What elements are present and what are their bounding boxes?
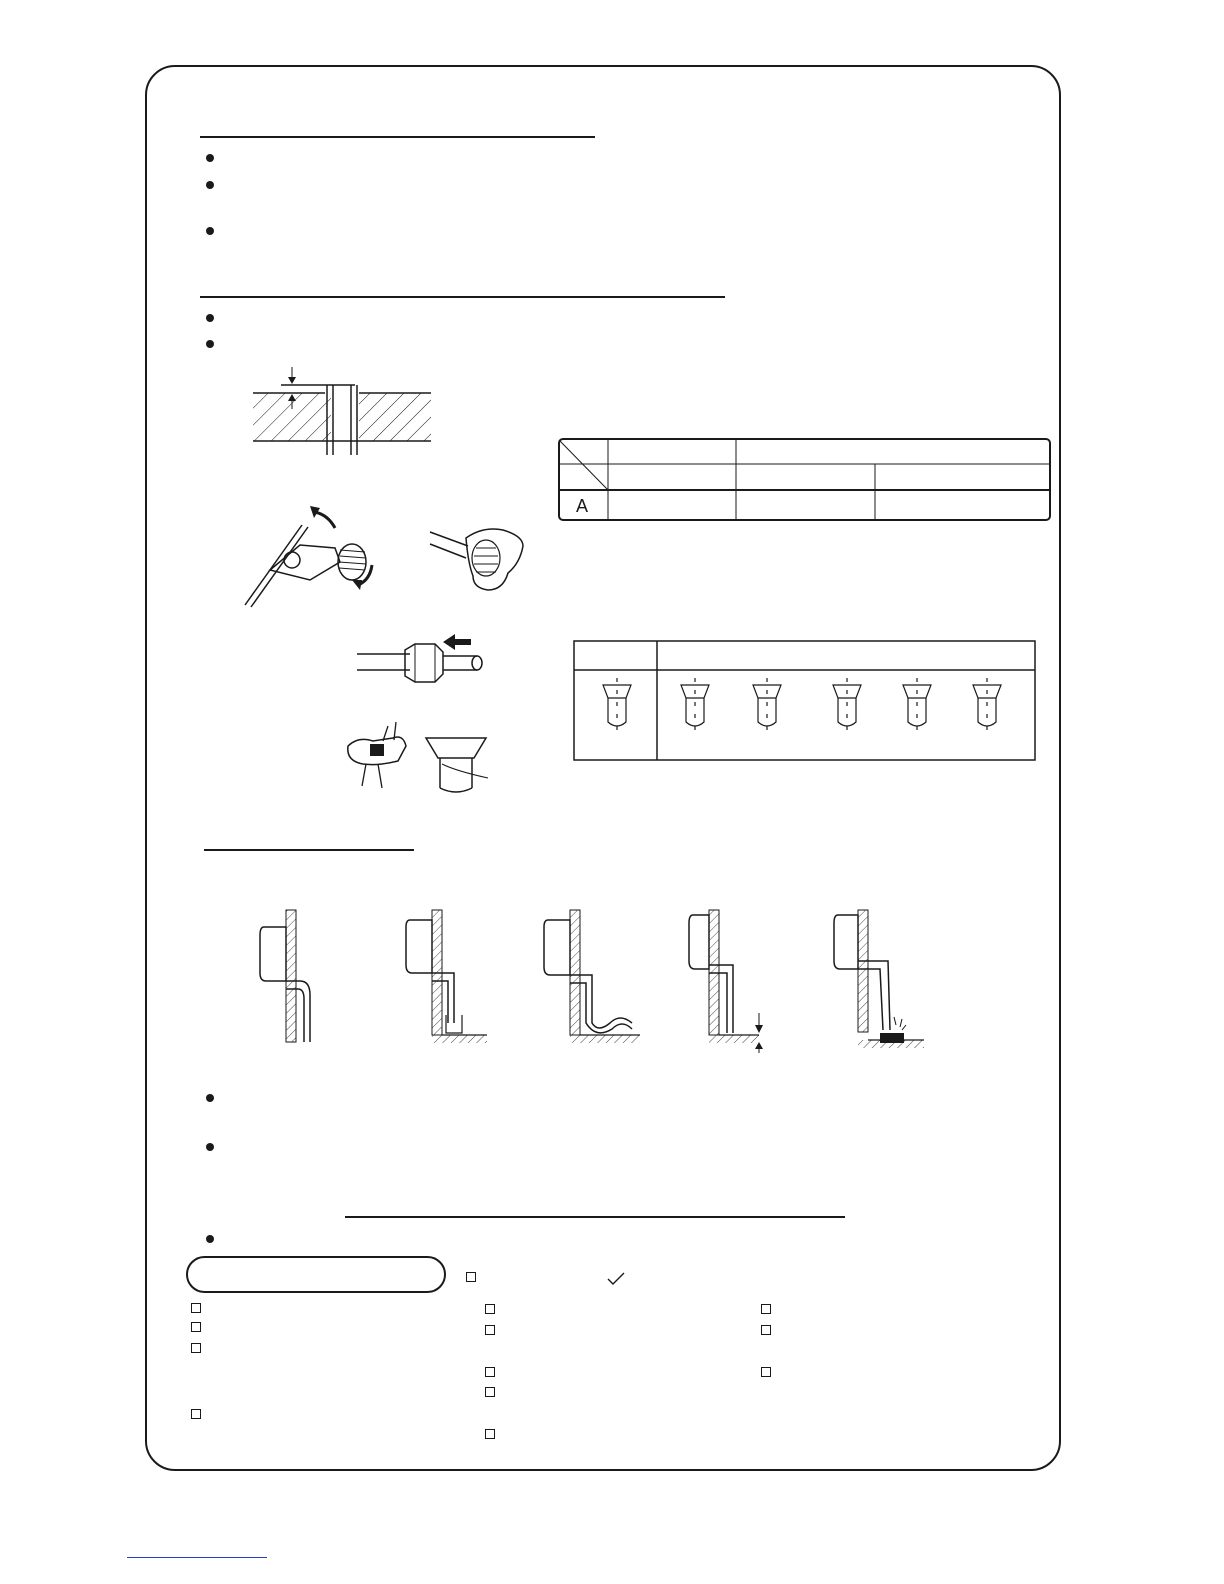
footer-link-underline[interactable] — [127, 1557, 267, 1558]
bullet-icon — [206, 154, 214, 162]
checkbox-icon[interactable] — [191, 1322, 201, 1332]
bullet-icon — [206, 181, 214, 189]
flaring-tool-illustration — [338, 716, 498, 796]
drain-diagram-correct — [250, 905, 335, 1045]
checkbox-icon[interactable] — [191, 1343, 201, 1353]
flare-table-row-label: A — [576, 496, 589, 516]
section-1-heading-rule — [200, 136, 595, 138]
pipe-protrusion-diagram — [245, 365, 445, 460]
checkbox-icon[interactable] — [485, 1304, 495, 1314]
flare-nut-insertion-illustration — [355, 632, 495, 687]
checkbox-icon[interactable] — [761, 1367, 771, 1377]
bullet-icon — [206, 1143, 214, 1151]
checkbox-icon[interactable] — [466, 1272, 476, 1282]
checkbox-icon[interactable] — [485, 1387, 495, 1397]
bullet-icon — [206, 1235, 214, 1243]
bullet-icon — [206, 314, 214, 322]
section-2-heading-rule — [200, 296, 725, 298]
bullet-icon — [206, 227, 214, 235]
section-4-heading-rule — [345, 1216, 845, 1218]
flare-shape-defect-3 — [833, 678, 861, 734]
pipe-cutter-illustration — [240, 500, 390, 610]
section-3-heading-rule — [204, 849, 414, 851]
checkbox-icon[interactable] — [485, 1325, 495, 1335]
drain-diagram-raised — [402, 905, 492, 1045]
deburring-hand-illustration — [428, 518, 528, 598]
drain-diagram-wavy — [540, 905, 645, 1045]
checkbox-icon[interactable] — [761, 1325, 771, 1335]
drain-diagram-submerged — [685, 905, 785, 1055]
flare-shape-defect-1 — [681, 678, 709, 734]
flare-dimension-table — [558, 438, 1052, 522]
checkmark-icon — [606, 1272, 626, 1286]
checkbox-icon[interactable] — [191, 1303, 201, 1313]
checkbox-icon[interactable] — [485, 1367, 495, 1377]
drain-diagram-gutter — [828, 905, 928, 1055]
checklist-heading-pill — [186, 1256, 446, 1293]
checkbox-icon[interactable] — [191, 1409, 201, 1419]
checkbox-icon[interactable] — [761, 1304, 771, 1314]
flare-quality-table — [573, 640, 1037, 762]
bullet-icon — [206, 340, 214, 348]
bullet-icon — [206, 1094, 214, 1102]
flare-shape-defect-2 — [753, 678, 781, 734]
flare-shape-defect-5 — [973, 678, 1001, 734]
flare-shape-defect-4 — [903, 678, 931, 734]
checkbox-icon[interactable] — [485, 1429, 495, 1439]
flare-shape-correct — [603, 678, 631, 734]
